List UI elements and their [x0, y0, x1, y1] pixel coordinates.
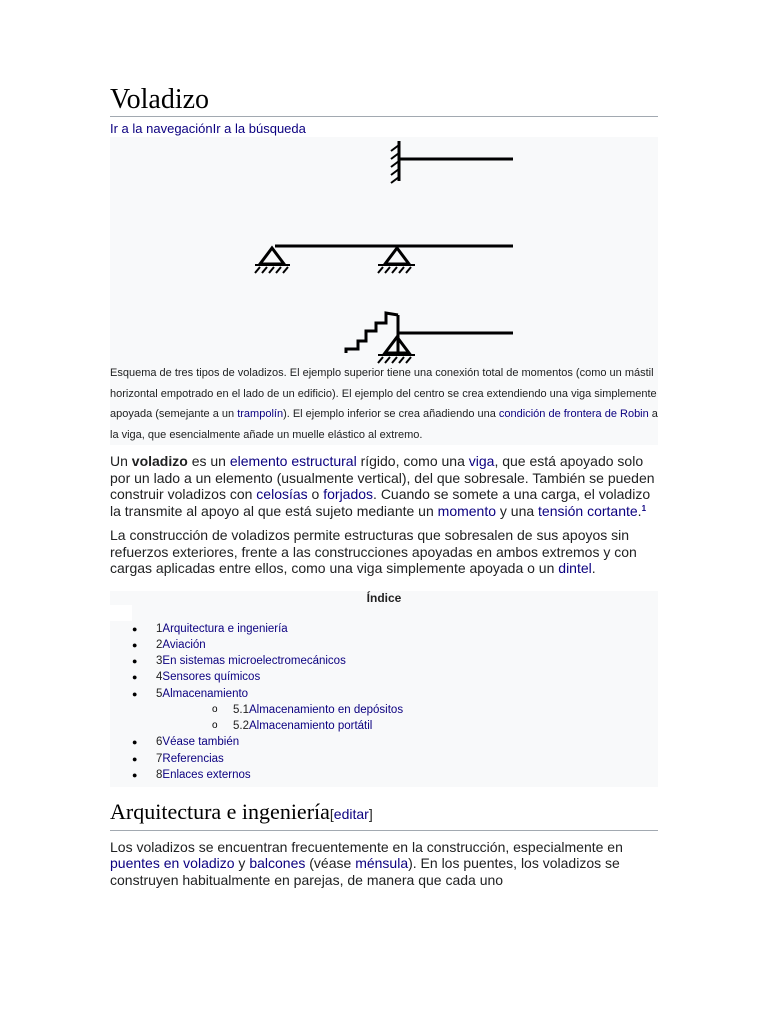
text: La construcción de voladizos permite estructuras que sobresalen de sus apoyos sin refuerzos exteriores, frente a las construcciones apoyadas en ambos extremos y con cargas aplicadas entre ellos, como una viga simplemente apoyada o un — [110, 527, 637, 577]
toc-item[interactable] — [110, 637, 658, 653]
toc-title: Índice — [366, 590, 402, 605]
balcones-link[interactable]: balcones — [249, 855, 306, 872]
caption-text: ). El ejemplo inferior se crea añadiendo una — [283, 408, 499, 421]
text: o — [307, 486, 324, 503]
toc-link[interactable]: Referencias — [162, 752, 224, 765]
section-heading-text: Arquitectura e ingeniería — [110, 798, 330, 824]
mensula-link[interactable]: ménsula — [355, 855, 409, 872]
viga-link[interactable]: viga — [468, 453, 495, 470]
puentes-en-voladizo-link[interactable]: puentes en voladizo — [110, 855, 235, 872]
pin-support-icon — [255, 248, 290, 273]
article — [110, 84, 658, 888]
section-heading — [110, 799, 658, 831]
toc-subitem[interactable] — [110, 702, 658, 718]
text: y una — [496, 502, 539, 519]
toc-number: 5.1 — [233, 703, 249, 716]
toc-link[interactable]: Almacenamiento en depósitos — [249, 703, 404, 716]
bracket: ] — [368, 805, 373, 822]
toc-item[interactable] — [110, 621, 658, 637]
toc-subitem[interactable] — [110, 718, 658, 734]
text: . — [591, 560, 596, 577]
text: Los voladizos se encuentran frecuentemente en la construcción, especialmente en — [110, 838, 623, 855]
text: (véase — [305, 855, 356, 872]
bullet-icon: ● — [132, 656, 138, 667]
figure-caption — [110, 363, 658, 445]
jump-links — [110, 121, 658, 137]
toc-number: 7 — [156, 752, 163, 765]
toc-number: 2 — [156, 639, 163, 652]
toc-link[interactable]: Aviación — [162, 639, 206, 652]
celosias-link[interactable]: celosías — [256, 486, 308, 503]
toc-number: 8 — [156, 768, 163, 781]
toc-link[interactable]: Enlaces externos — [162, 768, 251, 781]
bullet-icon: ● — [132, 737, 138, 748]
intro-paragraph — [110, 453, 658, 519]
text: y — [234, 855, 250, 872]
bullet-icon: ● — [132, 623, 138, 634]
section-paragraph — [110, 839, 658, 889]
toc-link[interactable]: Almacenamiento portátil — [249, 720, 373, 733]
text: , que está apoyado solo por un lado a un elemento (usualmente vertical), del que sobresale. También se pueden construir voladizos con — [110, 453, 655, 503]
bullet-icon: ● — [132, 753, 138, 764]
jump-to-navigation-link[interactable]: Ir a la navegación — [110, 121, 213, 136]
toc-number: 4 — [156, 671, 163, 684]
cantilever-diagram — [110, 137, 658, 369]
toc-link[interactable]: Véase también — [162, 736, 240, 749]
toc-link[interactable]: Arquitectura e ingeniería — [162, 622, 288, 635]
bullet-icon: ● — [132, 769, 138, 780]
toc-number: 5.2 — [233, 720, 249, 733]
construction-paragraph — [110, 527, 658, 577]
table-of-contents — [110, 591, 658, 787]
circle-bullet-icon: o — [212, 703, 218, 715]
bullet-icon: ● — [132, 688, 138, 699]
fixed-support-icon — [391, 141, 399, 183]
tension-cortante-link[interactable]: tensión cortante — [538, 502, 638, 519]
circle-bullet-icon: o — [212, 720, 218, 732]
dintel-link[interactable]: dintel — [558, 560, 592, 577]
toc-item[interactable] — [110, 767, 658, 783]
toc-item[interactable] — [110, 751, 658, 767]
bullet-icon: ● — [132, 640, 138, 651]
text: rígido, como una — [356, 453, 469, 470]
elemento-estructural-link[interactable]: elemento estructural — [229, 453, 357, 470]
toc-link[interactable]: Sensores químicos — [162, 671, 261, 684]
toc-number: 5 — [156, 687, 163, 700]
pin-support-icon — [378, 248, 415, 273]
toc-number: 6 — [156, 736, 163, 749]
text: es un — [187, 453, 230, 470]
toc-item[interactable] — [110, 686, 658, 702]
cantilever-figure — [110, 137, 658, 445]
forjados-link[interactable]: forjados — [323, 486, 374, 503]
toc-item[interactable] — [110, 669, 658, 685]
text: . — [637, 502, 642, 519]
momento-link[interactable]: momento — [437, 502, 497, 519]
toc-number: 1 — [156, 622, 163, 635]
reference-link[interactable]: 1 — [641, 503, 647, 513]
text: . Cuando se somete a una carga, el voladizo la transmite al apoyo al que está sujeto mediante un — [110, 486, 651, 519]
jump-to-search-link[interactable]: Ir a la búsqueda — [212, 121, 306, 136]
toc-number: 3 — [156, 655, 163, 668]
page-title: Voladizo — [110, 84, 658, 117]
toc-link[interactable]: Almacenamiento — [162, 687, 249, 700]
edit-link[interactable]: editar — [333, 805, 369, 822]
robin-boundary-condition-link[interactable]: condición de frontera de Robin — [498, 408, 649, 421]
toc-gap — [110, 605, 132, 621]
edit-section — [330, 806, 373, 822]
toc-item[interactable] — [110, 653, 658, 669]
bullet-icon: ● — [132, 672, 138, 683]
caption-text: a la viga, que esencialmente añade un muelle elástico al extremo. — [110, 408, 658, 441]
text: Un — [110, 453, 132, 470]
text: ). En los puentes, los voladizos se construyen habitualmente en parejas, de manera que cada uno — [110, 855, 620, 888]
term-bold: voladizo — [131, 453, 188, 470]
bracket: [ — [329, 805, 334, 822]
caption-text: Esquema de tres tipos de voladizos. El ejemplo superior tiene una conexión total de momentos (como un mástil horizontal empotrado en el lado de un edificio). El ejemplo del centro se crea extendiendo una viga simplemente apoyada (semejante a un — [110, 367, 657, 421]
toc-list — [110, 621, 658, 783]
trampolin-link[interactable]: trampolín — [237, 408, 284, 421]
toc-item[interactable] — [110, 734, 658, 750]
toc-link[interactable]: En sistemas microelectromecánicos — [162, 655, 346, 668]
